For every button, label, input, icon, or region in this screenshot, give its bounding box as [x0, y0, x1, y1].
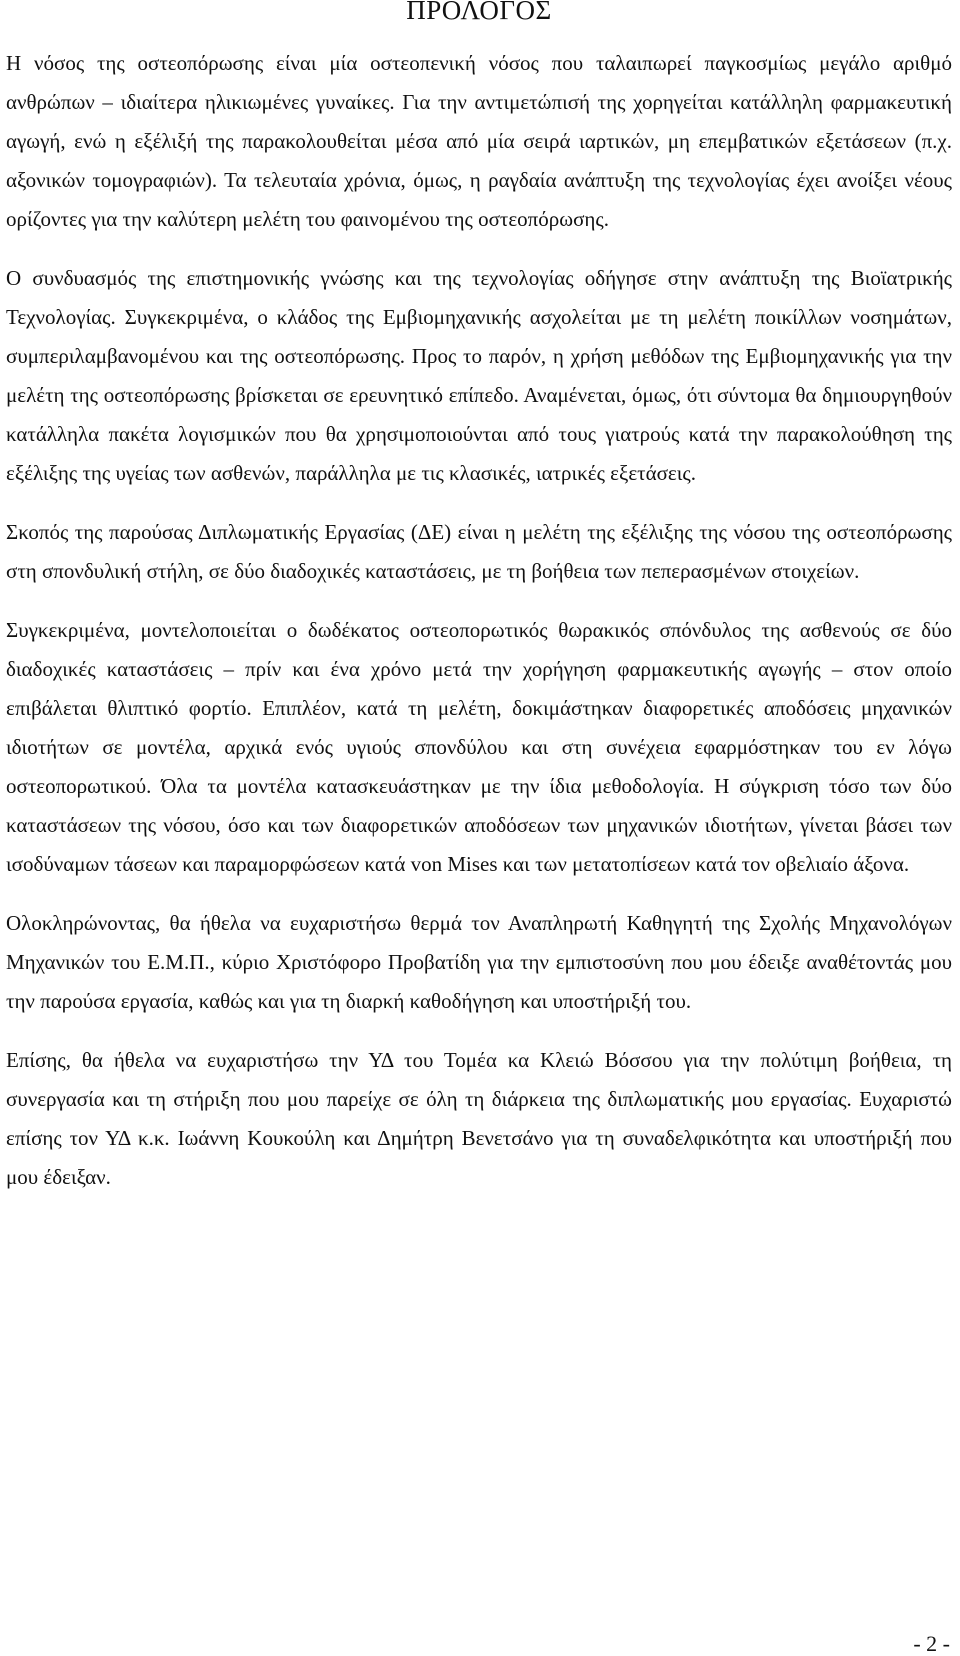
page-title: ΠΡΟΛΟΓΟΣ: [406, 0, 552, 25]
paragraph-biomedical-technology: Ο συνδυασμός της επιστημονικής γνώσης και της τεχνολογίας οδήγησε στην ανάπτυξη της Βιοϊατρικής Τεχνολογίας. Συγκεκριμένα, ο κλάδος της Εμβιομηχανικής ασχολείται με τη μελέτη ποικίλλων νοσημάτων, συμπεριλαμβανομένου και της οστεοπόρωσης. Προς το παρόν, η χρήση μεθόδων της Εμβιομηχανικής για την μελέτη της οστεοπόρωσης βρίσκεται σε ερευνητικό επίπεδο. Αναμένεται, όμως, ότι σύντομα θα δημιουργηθούν κατάλληλα πακέτα λογισμικών που θα χρησιμοποιούνται από τους γιατρούς κατά την παρακολούθηση της εξέλιξης της υγείας των ασθενών, παράλληλα με τις κλασικές, ιατρικές εξετάσεις.: [6, 266, 952, 485]
paragraph-methodology: Συγκεκριμένα, μοντελοποιείται ο δωδέκατος οστεοπορωτικός θωρακικός σπόνδυλος της ασθενούς σε δύο διαδοχικές καταστάσεις – πρίν και ένα χρόνο μετά την χορήγηση φαρμακευτικής αγωγής – στον οποίο επιβάλεται θλιπτικό φορτίο. Επιπλέον, κατά τη μελέτη, δοκιμάστηκαν διαφορετικές αποδόσεις μηχανικών ιδιοτήτων σε μοντέλα, αρχικά ενός υγιούς σπονδύλου και στη συνέχεια εφαρμόστηκαν του εν λόγω οστεοπορωτικού. Όλα τα μοντέλα κατασκευάστηκαν με την ίδια μεθοδολογία. Η σύγκριση τόσο των δύο καταστάσεων της νόσου, όσο και των διαφορετικών αποδόσεων των μηχανικών ιδιοτήτων, γίνεται βάσει των ισοδύναμων τάσεων και παραμορφώσεων κατά von Mises και των μετατοπίσεων κατά τον οβελιαίο άξονα.: [6, 618, 952, 876]
paragraph-acknowledgement-professor: Ολοκληρώνοντας, θα ήθελα να ευχαριστήσω θερμά τον Αναπληρωτή Καθηγητή της Σχολής Μηχανολόγων Μηχανικών του Ε.Μ.Π., κύριο Χριστόφορο Προβατίδη για την εμπιστοσύνη που μου έδειξε αναθέτοντάς μου την παρούσα εργασία, καθώς και για τη διαρκή καθοδήγηση και υποστήριξή του.: [6, 911, 952, 1013]
paragraph-introduction: Η νόσος της οστεοπόρωσης είναι μία οστεοπενική νόσος που ταλαιπωρεί παγκοσμίως μεγάλο αριθμό ανθρώπων – ιδιαίτερα ηλικιωμένες γυναίκες. Για την αντιμετώπισή της χορηγείται κατάλληλη φαρμακευτική αγωγή, ενώ η εξέλιξή της παρακολουθείται μέσα από μία σειρά ιαρτικών, μη επεμβατικών εξετάσεων (π.χ. αξονικών τομογραφιών). Τα τελευταία χρόνια, όμως, η ραγδαία ανάπτυξη της τεχνολογίας έχει ανοίξει νέους ορίζοντες για την καλύτερη μελέτη του φαινομένου της οστεοπόρωσης.: [6, 51, 952, 231]
page-number: - 2 -: [913, 1631, 950, 1656]
paragraph-acknowledgement-colleagues: Επίσης, θα ήθελα να ευχαριστήσω την ΥΔ του Τομέα κα Κλειώ Βόσσου για την πολύτιμη βοήθεια, τη συνεργασία και τη στήριξη που μου παρείχε σε όλη τη διάρκεια της διπλωματικής μου εργασίας. Ευχαριστώ επίσης τον ΥΔ κ.κ. Ιωάννη Κουκούλη και Δημήτρη Βενετσάνο για τη συναδελφικότητα και υποστήριξή που μου έδειξαν.: [6, 1048, 952, 1189]
paragraph-thesis-purpose: Σκοπός της παρούσας Διπλωματικής Εργασίας (ΔΕ) είναι η μελέτη της εξέλιξης της νόσου της οστεοπόρωσης στη σπονδυλική στήλη, σε δύο διαδοχικές καταστάσεις, με τη βοήθεια των πεπερασμένων στοιχείων.: [6, 520, 952, 583]
document-page: [6, 0, 952, 1217]
